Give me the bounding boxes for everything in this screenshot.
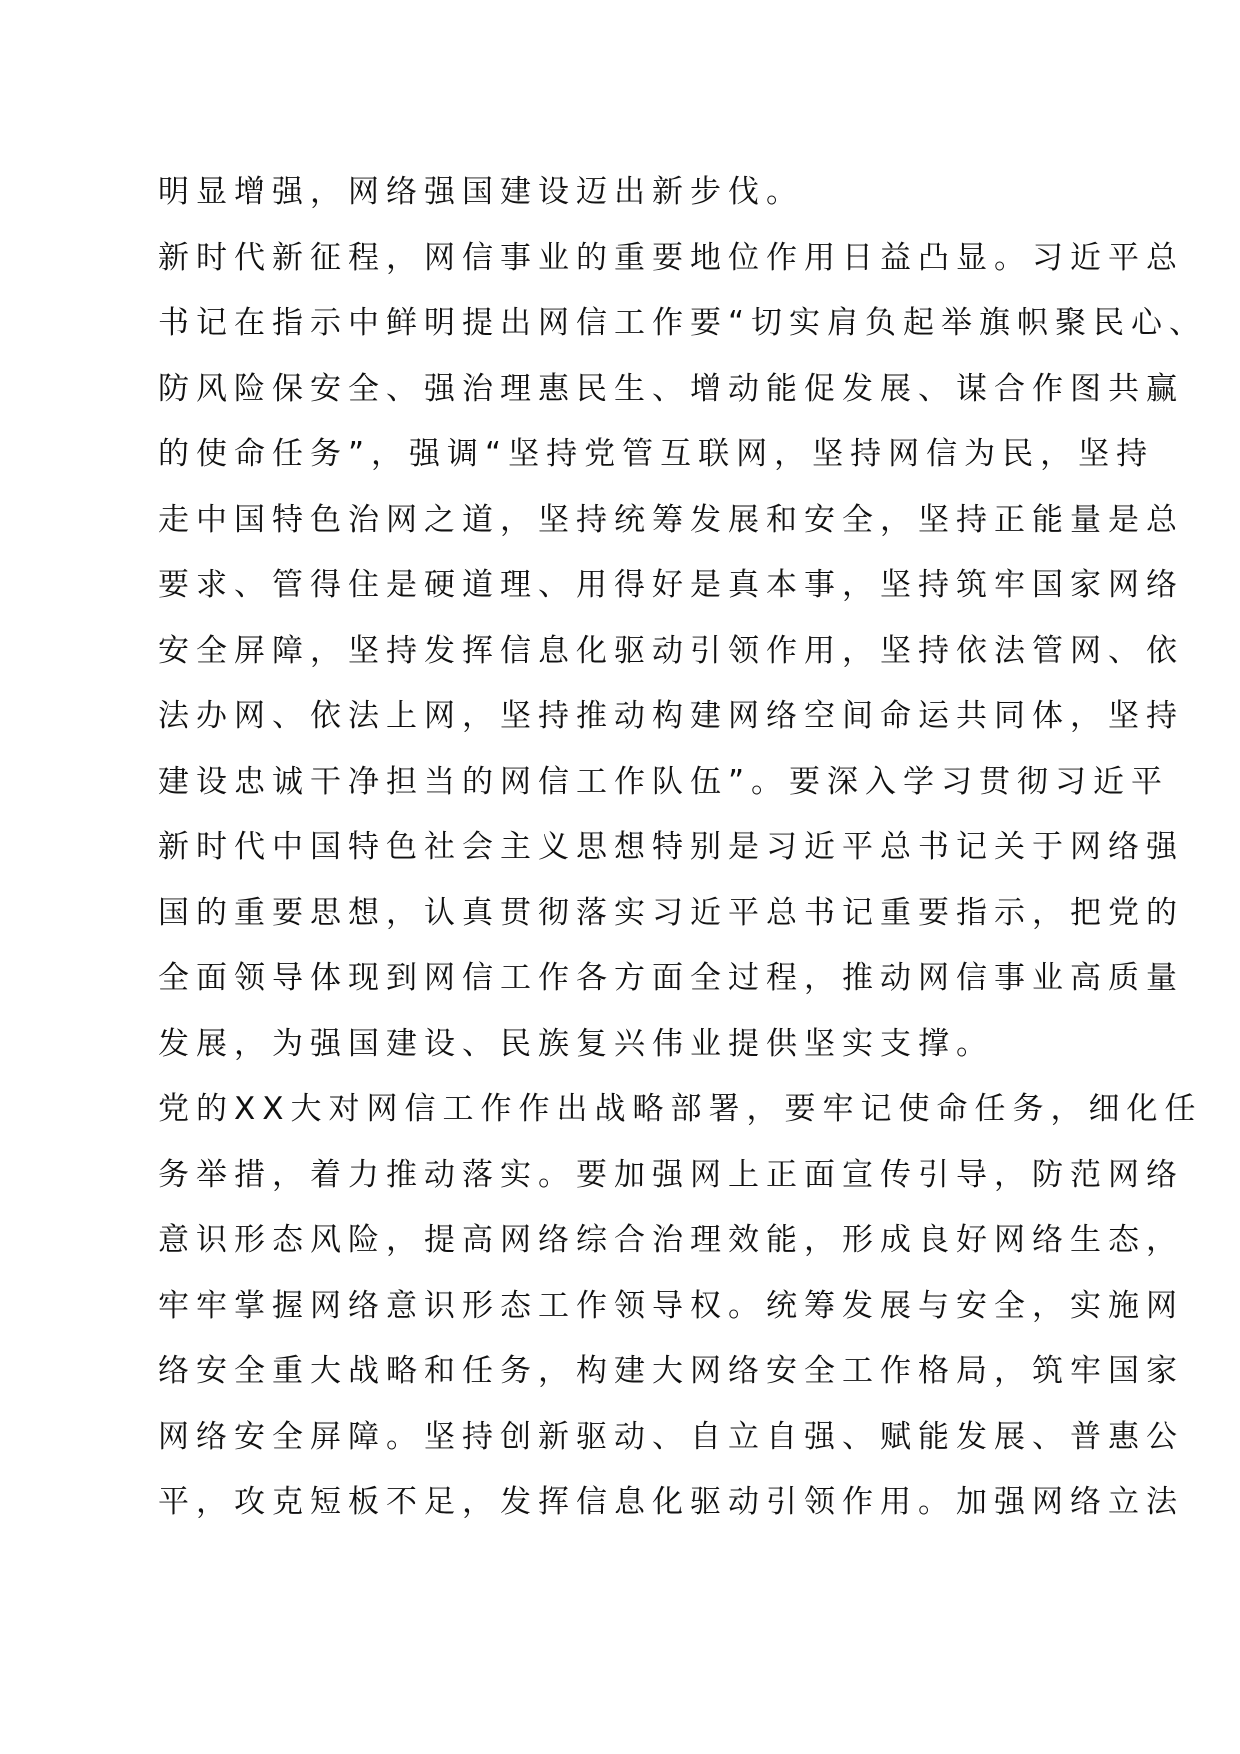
- text-line: 络安全重大战略和任务，构建大网络安全工作格局，筑牢国家: [158, 1353, 1184, 1389]
- text-line: 新时代新征程，网信事业的重要地位作用日益凸显。习近平总: [158, 239, 1184, 276]
- text-line: 走中国特色治网之道，坚持统筹发展和安全，坚持正能量是总: [158, 501, 1184, 538]
- text-line: 意识形态风险，提高网络综合治理效能，形成良好网络生态，: [158, 1222, 1184, 1258]
- text-line: 要求、管得住是硬道理、用得好是真本事，坚持筑牢国家网络: [158, 567, 1184, 603]
- text-line: 网络安全屏障。坚持创新驱动、自立自强、赋能发展、普惠公: [158, 1418, 1184, 1455]
- text-line: 全面领导体现到网信工作各方面全过程，推动网信事业高质量: [158, 960, 1184, 996]
- text-line: 书记在指示中鲜明提出网信工作要“切实肩负起举旗帜聚民心、: [158, 305, 1208, 341]
- text-line: 新时代中国特色社会主义思想特别是习近平总书记关于网络强: [158, 829, 1184, 865]
- text-line: 的使命任务”，强调“坚持党管互联网，坚持网信为民，坚持: [158, 436, 1155, 472]
- text-line: 牢牢掌握网络意识形态工作领导权。统筹发展与安全，实施网: [158, 1287, 1184, 1324]
- text-line: 明显增强，网络强国建设迈出新步伐。: [158, 174, 804, 210]
- text-line: 平，攻克短板不足，发挥信息化驱动引领作用。加强网络立法: [158, 1484, 1184, 1520]
- body-text: [158, 160, 1208, 1536]
- text-line: 防风险保安全、强治理惠民生、增动能促发展、谋合作图共赢: [158, 370, 1184, 407]
- text-line: 安全屏障，坚持发挥信息化驱动引领作用，坚持依法管网、依: [158, 632, 1184, 669]
- text-line: 法办网、依法上网，坚持推动构建网络空间命运共同体，坚持: [158, 698, 1184, 734]
- text-line: 发展，为强国建设、民族复兴伟业提供坚实支撑。: [158, 1025, 994, 1062]
- text-line: 务举措，着力推动落实。要加强网上正面宣传引导，防范网络: [158, 1156, 1184, 1193]
- text-line: 建设忠诚干净担当的网信工作队伍”。要深入学习贯彻习近平: [158, 763, 1170, 800]
- text-line: 党的XX大对网信工作作出战略部署，要牢记使命任务，细化任: [158, 1091, 1203, 1127]
- text-line: 国的重要思想，认真贯彻落实习近平总书记重要指示，把党的: [158, 894, 1184, 931]
